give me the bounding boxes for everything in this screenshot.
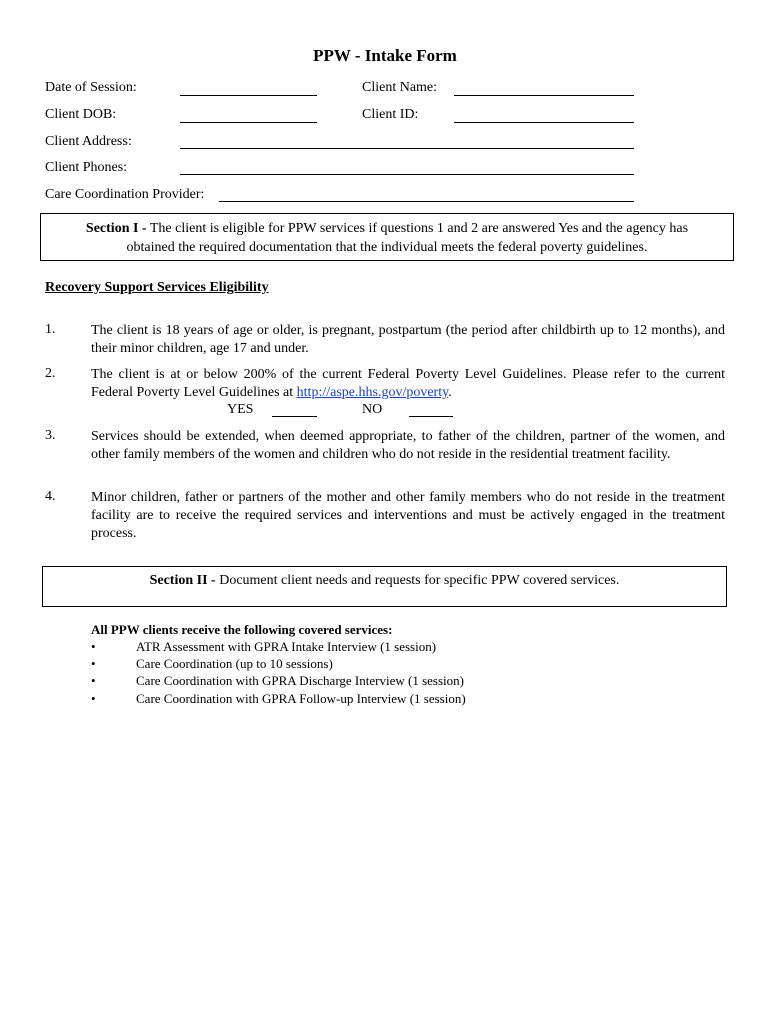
- date-of-session-field[interactable]: [180, 95, 317, 96]
- item-2-text-before: The client is at or below 200% of the current Federal Poverty Level Guidelines. Please refer to the current Federal Poverty Level Guidelines at: [91, 367, 725, 400]
- section-2-box: [42, 566, 727, 607]
- item-2-text-after: .: [448, 385, 452, 400]
- section-1-box: [40, 213, 734, 261]
- yes-answer-field[interactable]: [272, 416, 317, 417]
- section-2-label: Section II -: [149, 573, 216, 588]
- eligibility-heading: Recovery Support Services Eligibility: [45, 280, 269, 295]
- service-item-4: Care Coordination with GPRA Follow-up Interview (1 session): [136, 691, 466, 706]
- bullet-2: •: [91, 656, 96, 671]
- client-dob-field[interactable]: [180, 122, 317, 123]
- item-3-number: 3.: [45, 428, 56, 443]
- service-item-2: Care Coordination (up to 10 sessions): [136, 656, 333, 671]
- item-3-text: Services should be extended, when deemed appropriate, to father of the children, partner of the women, and other family members of the women and children who do not reside in the residential treatment facility.: [91, 429, 725, 462]
- client-address-field[interactable]: [180, 148, 634, 149]
- section-1-text-line2: obtained the required documentation that the individual meets the federal poverty guidelines.: [126, 240, 648, 255]
- client-dob-label: Client DOB:: [45, 107, 117, 122]
- section-2-line: [43, 571, 726, 590]
- bullet-3: •: [91, 673, 96, 688]
- item-2-number: 2.: [45, 366, 56, 381]
- client-phones-label: Client Phones:: [45, 160, 128, 175]
- service-item-3: Care Coordination with GPRA Discharge Interview (1 session): [136, 673, 464, 688]
- client-name-field[interactable]: [454, 95, 634, 96]
- item-2-text: [91, 366, 725, 402]
- service-item-1: ATR Assessment with GPRA Intake Interview (1 session): [136, 639, 437, 654]
- section-1-text-line1: The client is eligible for PPW services if questions 1 and 2 are answered Yes and the agency has: [146, 221, 689, 236]
- item-1-text: The client is 18 years of age or older, is pregnant, postpartum (the period after childbirth up to 12 months), and their minor children, age 17 and under.: [91, 323, 725, 356]
- bullet-1: •: [91, 639, 96, 654]
- no-answer-field[interactable]: [409, 416, 453, 417]
- care-coordination-provider-field[interactable]: [219, 201, 634, 202]
- poverty-guidelines-link[interactable]: http://aspe.hhs.gov/poverty: [296, 385, 449, 400]
- covered-services-heading: All PPW clients receive the following covered services:: [91, 622, 393, 637]
- client-id-field[interactable]: [454, 122, 634, 123]
- no-label: NO: [362, 402, 383, 417]
- client-phones-field[interactable]: [180, 174, 634, 175]
- section-1-label: Section I -: [85, 221, 147, 236]
- client-name-label: Client Name:: [362, 80, 438, 95]
- item-4-text: Minor children, father or partners of the mother and other family members who do not reside in the treatment facility are to receive the required services and interventions and must be actively engaged in the treatment process.: [91, 490, 725, 541]
- bullet-4: •: [91, 691, 96, 706]
- page-title: PPW - Intake Form: [313, 46, 457, 65]
- date-of-session-label: Date of Session:: [45, 80, 137, 95]
- client-address-label: Client Address:: [45, 134, 132, 149]
- yes-label: YES: [227, 402, 254, 417]
- section-1-line1: [41, 219, 733, 238]
- item-4-number: 4.: [45, 489, 56, 504]
- item-1-number: 1.: [45, 322, 56, 337]
- care-coordination-provider-label: Care Coordination Provider:: [45, 187, 205, 202]
- client-id-label: Client ID:: [362, 107, 419, 122]
- section-2-text: Document client needs and requests for specific PPW covered services.: [215, 573, 620, 588]
